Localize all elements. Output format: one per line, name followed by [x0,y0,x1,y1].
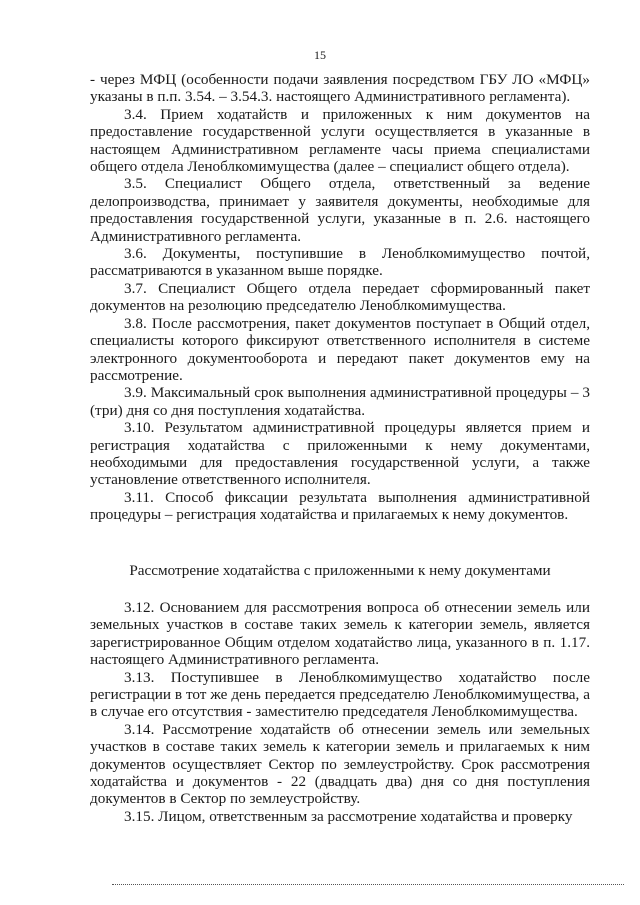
paragraph-3-10: 3.10. Результатом административной процедуры является прием и регистрация ходатайства с приложенными к нему документами, необходимыми для предоставления государственной услуги, а также установление ответственного исполнителя. [90,419,590,489]
paragraph-3-6: 3.6. Документы, поступившие в Леноблкомимущество почтой, рассматриваются в указанном выше порядке. [90,245,590,280]
document-body [90,71,590,825]
paragraph-3-12: 3.12. Основанием для рассмотрения вопроса об отнесении земель или земельных участков в составе таких земель к категории земель, является зарегистрированное Общим отделом ходатайство лица, указанного в п. 1.17. настоящего Административного регламента. [90,598,590,669]
paragraph-3-14: 3.14. Рассмотрение ходатайств об отнесении земель или земельных участков в составе таких земель к категории земель и прилагаемых к ним документов осуществляет Сектор по землеустройству. Срок рассмотрения ходатайства и документов - 22 (двадцать два) дня со дня поступления документов в Сектор по землеустройству. [90,720,590,808]
page-number: 15 [314,48,326,62]
paragraph-3-4: 3.4. Прием ходатайств и приложенных к ним документов на предоставление государственной услуги осуществляется в указанные в настоящем Административном регламенте часы приема специалистами общего отдела Леноблкомимущества (далее – специалист общего отдела). [90,105,590,176]
paragraph-3-11: 3.11. Способ фиксации результата выполнения административной процедуры – регистрация ходатайства и прилагаемых к нему документов. [90,488,590,524]
paragraph-3-13: 3.13. Поступившее в Леноблкомимущество ходатайство после регистрации в тот же день передается председателю Леноблкомимущества, а в случае его отсутствия - заместителю председателя Леноблкомимущества. [90,668,590,721]
section-heading: Рассмотрение ходатайства с приложенными к нему документами [129,561,551,579]
paragraph-mfc-submission: - через МФЦ (особенности подачи заявления посредством ГБУ ЛО «МФЦ» указаны в п.п. 3.54. – 3.54.3. настоящего Административного регламента). [90,71,590,106]
paragraph-3-8: 3.8. После рассмотрения, пакет документов поступает в Общий отдел, специалисты которого фиксируют ответственного исполнителя в системе электронного документооборота и передают пакет документов ему на рассмотрение. [90,314,590,384]
paragraph-3-5: 3.5. Специалист Общего отдела, ответственный за ведение делопроизводства, принимает у заявителя документы, необходимые для предоставления государственной услуги, указанные в п. 2.6. настоящего Административного регламента. [90,175,590,245]
paragraph-3-9: 3.9. Максимальный срок выполнения административной процедуры – 3 (три) дня со дня поступления ходатайства. [90,384,590,419]
paragraph-3-15: 3.15. Лицом, ответственным за рассмотрение ходатайства и проверку [124,807,573,825]
paragraph-3-7: 3.7. Специалист Общего отдела передает сформированный пакет документов на резолюцию председателю Леноблкомимущества. [90,279,590,315]
footer-divider [112,884,624,885]
